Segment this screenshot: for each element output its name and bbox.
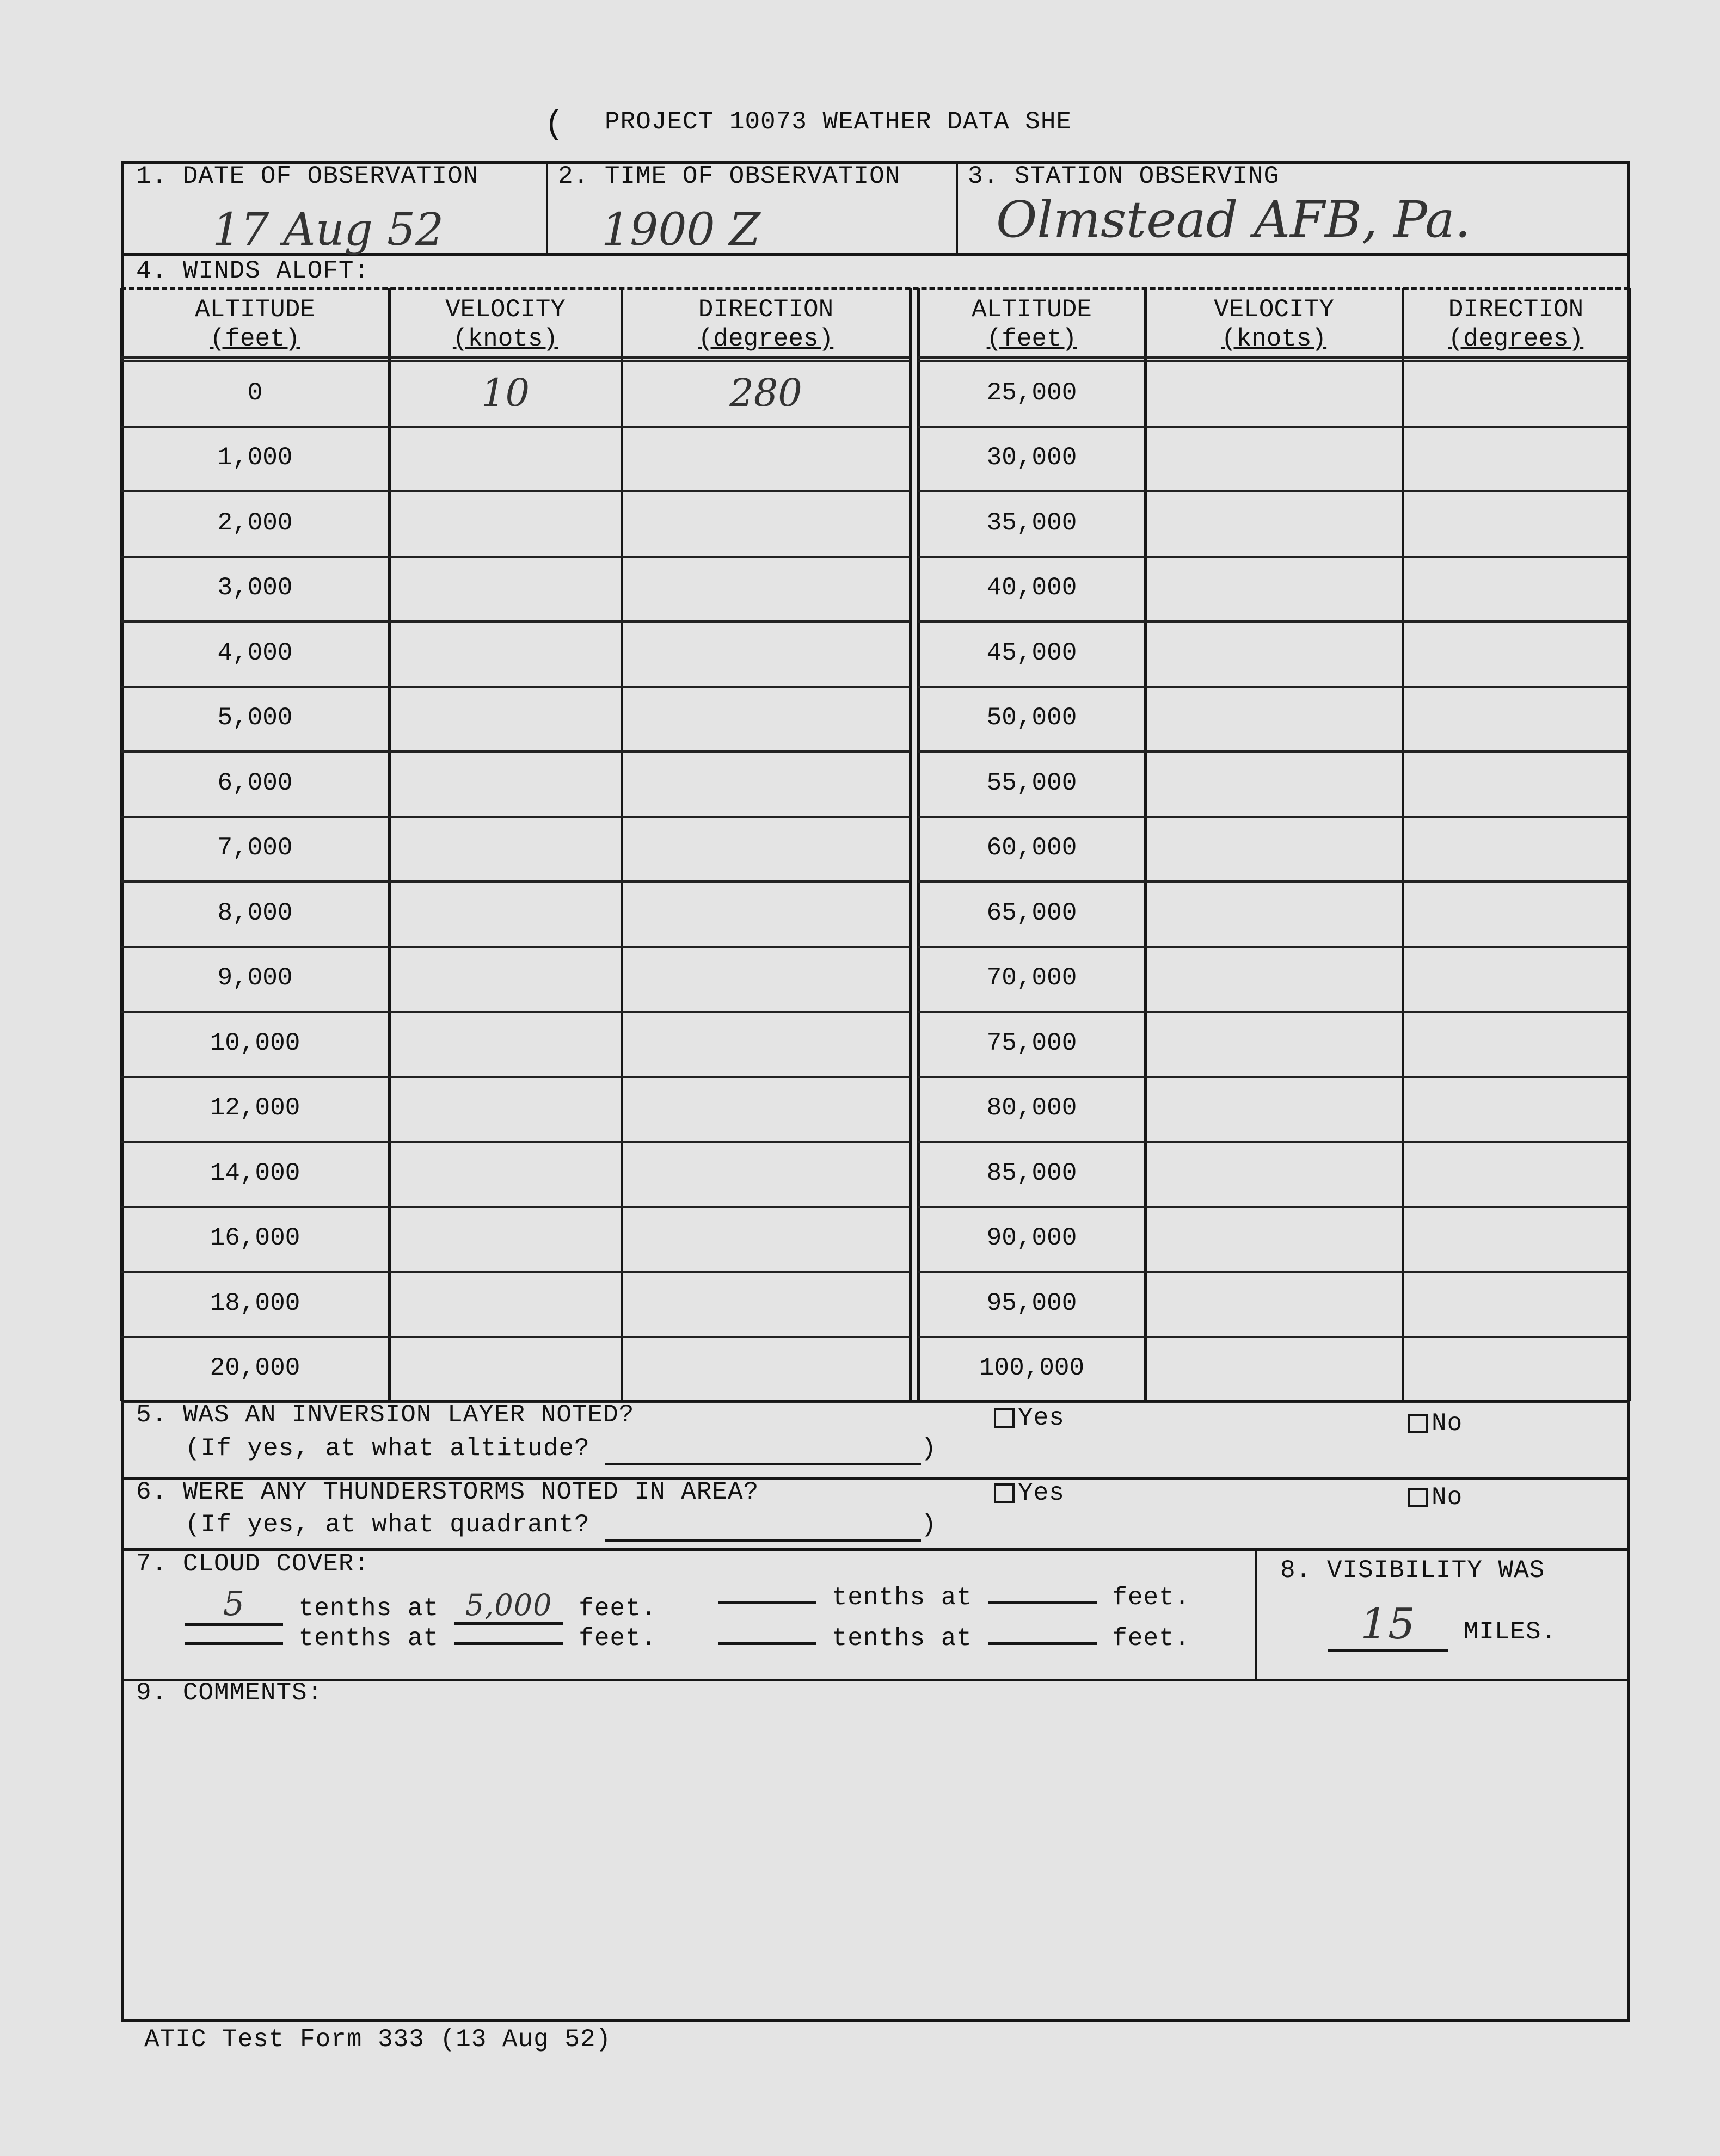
left-row-altitude-cell: 3,000 bbox=[217, 574, 293, 602]
left-row-velocity-cell[interactable] bbox=[389, 946, 622, 1011]
thunderstorm-quadrant-field[interactable] bbox=[605, 1511, 921, 1542]
feet-label: feet. bbox=[1112, 1584, 1190, 1612]
left-row-altitude-cell: 8,000 bbox=[217, 898, 293, 927]
right-header-altitude bbox=[918, 289, 1145, 359]
left-row-velocity-cell[interactable] bbox=[389, 880, 622, 946]
left-row-altitude-cell: 9,000 bbox=[217, 964, 293, 993]
comments-label: 9. COMMENTS: bbox=[136, 1679, 323, 1707]
left-row-altitude-cell: 1,000 bbox=[217, 443, 293, 472]
right-row-direction-cell[interactable] bbox=[1403, 1011, 1629, 1076]
station-label: 3. STATION OBSERVING bbox=[968, 162, 1280, 190]
right-row-altitude-cell: 50,000 bbox=[986, 704, 1077, 732]
date-label: 1. DATE OF OBSERVATION bbox=[136, 162, 479, 190]
visibility-row bbox=[1328, 1600, 1557, 1652]
cloud-tenths-field[interactable]: 5 bbox=[185, 1584, 283, 1626]
tenths-at-label: tenths at bbox=[832, 1584, 973, 1612]
header-title: ALTITUDE bbox=[195, 295, 315, 324]
right-row-velocity-cell[interactable] bbox=[1145, 750, 1403, 816]
right-row-direction-cell[interactable] bbox=[1403, 750, 1629, 816]
inversion-followup bbox=[185, 1434, 937, 1465]
right-row-velocity-cell[interactable] bbox=[1145, 1336, 1403, 1401]
left-header-velocity bbox=[389, 289, 622, 359]
right-row-altitude-cell: 55,000 bbox=[986, 768, 1077, 797]
right-row-altitude-cell: 35,000 bbox=[986, 508, 1077, 537]
cloud-tenths-field[interactable] bbox=[718, 1642, 816, 1645]
comments-field[interactable] bbox=[131, 1714, 1617, 2008]
right-row-velocity-cell[interactable] bbox=[1145, 1076, 1403, 1141]
left-row-velocity-cell[interactable] bbox=[389, 686, 622, 751]
divider bbox=[1255, 1550, 1257, 1680]
right-row-velocity-cell[interactable] bbox=[1145, 556, 1403, 621]
right-row-velocity-cell[interactable] bbox=[1145, 426, 1403, 491]
cloud-feet-field[interactable]: 5,000 bbox=[454, 1588, 563, 1625]
left-row-direction-cell[interactable] bbox=[622, 490, 910, 556]
left-row-altitude-cell: 2,000 bbox=[217, 508, 293, 537]
cloud-cover-entry bbox=[185, 1584, 656, 1626]
header-bottom-line bbox=[121, 356, 910, 359]
thunderstorm-no-checkbox[interactable] bbox=[1408, 1488, 1428, 1507]
right-row-direction-cell[interactable] bbox=[1403, 946, 1629, 1011]
left-row-direction-cell[interactable] bbox=[622, 880, 910, 946]
right-row-direction-cell[interactable] bbox=[1403, 686, 1629, 751]
left-row-direction-cell[interactable] bbox=[622, 1141, 910, 1206]
left-row-direction-cell[interactable] bbox=[622, 426, 910, 491]
header-title: ALTITUDE bbox=[972, 295, 1092, 324]
divider bbox=[956, 161, 958, 254]
left-row-direction-cell[interactable] bbox=[622, 1206, 910, 1271]
inversion-yes-option[interactable] bbox=[994, 1404, 1065, 1432]
left-row-velocity-cell[interactable] bbox=[389, 1011, 622, 1076]
left-row-direction-cell[interactable] bbox=[622, 556, 910, 621]
right-row-direction-cell[interactable] bbox=[1403, 360, 1629, 426]
cloud-cover-entry bbox=[185, 1624, 656, 1653]
thunderstorm-followup bbox=[185, 1511, 937, 1542]
right-row-direction-cell[interactable] bbox=[1403, 426, 1629, 491]
cloud-cover-entry bbox=[718, 1624, 1190, 1653]
right-row-velocity-cell[interactable] bbox=[1145, 490, 1403, 556]
right-row-direction-cell[interactable] bbox=[1403, 1336, 1629, 1401]
thunderstorm-yes-option[interactable] bbox=[994, 1479, 1065, 1507]
left-row-velocity-cell[interactable] bbox=[389, 426, 622, 491]
left-row-altitude-cell: 20,000 bbox=[210, 1354, 300, 1383]
left-row-velocity-cell[interactable] bbox=[389, 816, 622, 881]
left-row-altitude-cell: 14,000 bbox=[210, 1159, 300, 1187]
thunderstorm-yes-checkbox[interactable] bbox=[994, 1483, 1015, 1503]
form-footer: ATIC Test Form 333 (13 Aug 52) bbox=[144, 2025, 612, 2054]
left-row-direction-cell[interactable] bbox=[622, 946, 910, 1011]
left-row-direction-cell[interactable] bbox=[622, 1271, 910, 1336]
left-row-direction-cell[interactable]: 280 bbox=[729, 370, 802, 415]
right-row-altitude-cell: 60,000 bbox=[986, 834, 1077, 863]
right-row-direction-cell[interactable] bbox=[1403, 1271, 1629, 1336]
left-row-velocity-cell[interactable] bbox=[389, 556, 622, 621]
inversion-question: 5. WAS AN INVERSION LAYER NOTED? bbox=[136, 1401, 635, 1429]
right-row-direction-cell[interactable] bbox=[1403, 816, 1629, 881]
time-value[interactable]: 1900 Z bbox=[601, 204, 760, 256]
right-row-direction-cell[interactable] bbox=[1403, 556, 1629, 621]
header-title: DIRECTION bbox=[698, 295, 834, 324]
header-unit: (feet) bbox=[210, 325, 300, 353]
cloud-feet-field[interactable] bbox=[454, 1642, 563, 1645]
right-row-altitude-cell: 65,000 bbox=[986, 898, 1077, 927]
left-row-altitude-cell: 7,000 bbox=[217, 834, 293, 863]
left-header-direction bbox=[622, 289, 910, 359]
header-bottom-line bbox=[918, 356, 1629, 359]
left-row-altitude-cell: 5,000 bbox=[217, 704, 293, 732]
feet-label: feet. bbox=[1112, 1624, 1190, 1653]
left-row-direction-cell[interactable] bbox=[622, 1336, 910, 1401]
divider bbox=[121, 1679, 1629, 1681]
inversion-no-option[interactable] bbox=[1408, 1409, 1463, 1438]
right-row-velocity-cell[interactable] bbox=[1145, 880, 1403, 946]
winds-aloft-label: 4. WINDS ALOFT: bbox=[136, 257, 370, 285]
right-row-altitude-cell: 85,000 bbox=[986, 1159, 1077, 1187]
header-unit: (knots) bbox=[452, 325, 558, 353]
left-row-altitude-cell: 10,000 bbox=[210, 1028, 300, 1057]
time-label: 2. TIME OF OBSERVATION bbox=[558, 162, 901, 190]
date-value[interactable]: 17 Aug 52 bbox=[212, 204, 444, 256]
right-row-direction-cell[interactable] bbox=[1403, 1076, 1629, 1141]
right-row-velocity-cell[interactable] bbox=[1145, 620, 1403, 686]
left-row-velocity-cell[interactable] bbox=[389, 1271, 622, 1336]
right-row-direction-cell[interactable] bbox=[1403, 880, 1629, 946]
thunderstorm-close-paren: ) bbox=[921, 1511, 937, 1539]
left-row-direction-cell[interactable] bbox=[622, 750, 910, 816]
right-header-velocity bbox=[1145, 289, 1403, 359]
header-title: VELOCITY bbox=[445, 295, 566, 324]
cloud-cover-entry bbox=[718, 1584, 1190, 1612]
right-row-altitude-cell: 45,000 bbox=[986, 638, 1077, 667]
header-unit: (degrees) bbox=[698, 325, 834, 353]
left-row-direction-cell[interactable] bbox=[622, 686, 910, 751]
left-row-altitude-cell: 12,000 bbox=[210, 1094, 300, 1123]
form-title: PROJECT 10073 WEATHER DATA SHE bbox=[605, 108, 1072, 136]
left-row-velocity-cell[interactable] bbox=[389, 1076, 622, 1141]
left-header-altitude bbox=[121, 289, 389, 359]
inversion-close-paren: ) bbox=[921, 1434, 937, 1463]
left-row-velocity-cell[interactable] bbox=[389, 490, 622, 556]
right-row-velocity-cell[interactable] bbox=[1145, 360, 1403, 426]
right-row-direction-cell[interactable] bbox=[1403, 1141, 1629, 1206]
feet-label: feet. bbox=[579, 1594, 657, 1623]
right-row-direction-cell[interactable] bbox=[1403, 490, 1629, 556]
right-header-direction bbox=[1403, 289, 1629, 359]
inversion-yes-checkbox[interactable] bbox=[994, 1408, 1015, 1428]
inversion-no-label: No bbox=[1432, 1409, 1463, 1438]
cloud-tenths-field[interactable] bbox=[185, 1642, 283, 1645]
thunderstorm-no-option[interactable] bbox=[1408, 1483, 1463, 1512]
header-unit: (feet) bbox=[986, 325, 1077, 353]
tenths-at-label: tenths at bbox=[298, 1594, 439, 1623]
divider bbox=[546, 161, 548, 254]
right-row-velocity-cell[interactable] bbox=[1145, 816, 1403, 881]
thunderstorm-question: 6. WERE ANY THUNDERSTORMS NOTED IN AREA? bbox=[136, 1478, 759, 1506]
right-row-velocity-cell[interactable] bbox=[1145, 1206, 1403, 1271]
visibility-label: 8. VISIBILITY WAS bbox=[1280, 1556, 1545, 1585]
visibility-value[interactable]: 15 bbox=[1328, 1600, 1448, 1652]
right-row-velocity-cell[interactable] bbox=[1145, 946, 1403, 1011]
left-row-altitude-cell: 4,000 bbox=[217, 638, 293, 667]
left-row-altitude-cell: 0 bbox=[247, 378, 263, 407]
cloud-feet-field[interactable] bbox=[988, 1642, 1097, 1645]
form-border-bottom bbox=[121, 2019, 1630, 2022]
tenths-at-label: tenths at bbox=[298, 1624, 439, 1653]
cloud-cover-label: 7. CLOUD COVER: bbox=[136, 1550, 370, 1578]
left-row-velocity-cell[interactable] bbox=[389, 620, 622, 686]
left-row-direction-cell[interactable] bbox=[622, 620, 910, 686]
feet-label: feet. bbox=[579, 1624, 657, 1653]
right-row-direction-cell[interactable] bbox=[1403, 620, 1629, 686]
thunderstorm-no-label: No bbox=[1432, 1483, 1463, 1512]
tenths-at-label: tenths at bbox=[832, 1624, 973, 1653]
header-title: VELOCITY bbox=[1214, 295, 1334, 324]
left-row-altitude-cell: 18,000 bbox=[210, 1289, 300, 1317]
right-row-altitude-cell: 70,000 bbox=[986, 964, 1077, 993]
left-row-altitude-cell: 16,000 bbox=[210, 1224, 300, 1253]
right-row-altitude-cell: 75,000 bbox=[986, 1028, 1077, 1057]
cloud-tenths-field[interactable] bbox=[718, 1601, 816, 1604]
left-row-altitude-cell: 6,000 bbox=[217, 768, 293, 797]
right-row-altitude-cell: 95,000 bbox=[986, 1289, 1077, 1317]
left-row-direction-cell[interactable] bbox=[622, 816, 910, 881]
left-row-direction-cell[interactable] bbox=[622, 1011, 910, 1076]
title-paren: ( bbox=[544, 107, 565, 144]
inversion-yes-label: Yes bbox=[1018, 1404, 1065, 1432]
inversion-no-checkbox[interactable] bbox=[1408, 1414, 1428, 1433]
visibility-unit: MILES. bbox=[1463, 1618, 1557, 1646]
header-title: DIRECTION bbox=[1448, 295, 1584, 324]
right-row-altitude-cell: 25,000 bbox=[986, 378, 1077, 407]
left-row-velocity-cell[interactable] bbox=[389, 1336, 622, 1401]
left-row-velocity-cell[interactable]: 10 bbox=[481, 370, 530, 415]
thunderstorm-yes-label: Yes bbox=[1018, 1479, 1065, 1507]
right-row-velocity-cell[interactable] bbox=[1145, 1011, 1403, 1076]
right-row-altitude-cell: 40,000 bbox=[986, 574, 1077, 602]
left-row-velocity-cell[interactable] bbox=[389, 1141, 622, 1206]
inversion-altitude-field[interactable] bbox=[605, 1434, 921, 1465]
right-row-direction-cell[interactable] bbox=[1403, 1206, 1629, 1271]
right-row-velocity-cell[interactable] bbox=[1145, 686, 1403, 751]
station-value[interactable]: Olmstead AFB, Pa. bbox=[996, 190, 1471, 249]
right-row-velocity-cell[interactable] bbox=[1145, 1271, 1403, 1336]
right-row-altitude-cell: 80,000 bbox=[986, 1094, 1077, 1123]
header-unit: (knots) bbox=[1221, 325, 1327, 353]
cloud-feet-field[interactable] bbox=[988, 1601, 1097, 1604]
left-row-velocity-cell[interactable] bbox=[389, 750, 622, 816]
inversion-followup-text: (If yes, at what altitude? bbox=[185, 1434, 590, 1463]
right-row-velocity-cell[interactable] bbox=[1145, 1141, 1403, 1206]
left-row-velocity-cell[interactable] bbox=[389, 1206, 622, 1271]
thunderstorm-followup-text: (If yes, at what quadrant? bbox=[185, 1511, 590, 1539]
right-row-altitude-cell: 100,000 bbox=[979, 1354, 1085, 1383]
left-row-direction-cell[interactable] bbox=[622, 1076, 910, 1141]
right-row-altitude-cell: 30,000 bbox=[986, 443, 1077, 472]
header-unit: (degrees) bbox=[1448, 325, 1584, 353]
right-row-altitude-cell: 90,000 bbox=[986, 1224, 1077, 1253]
